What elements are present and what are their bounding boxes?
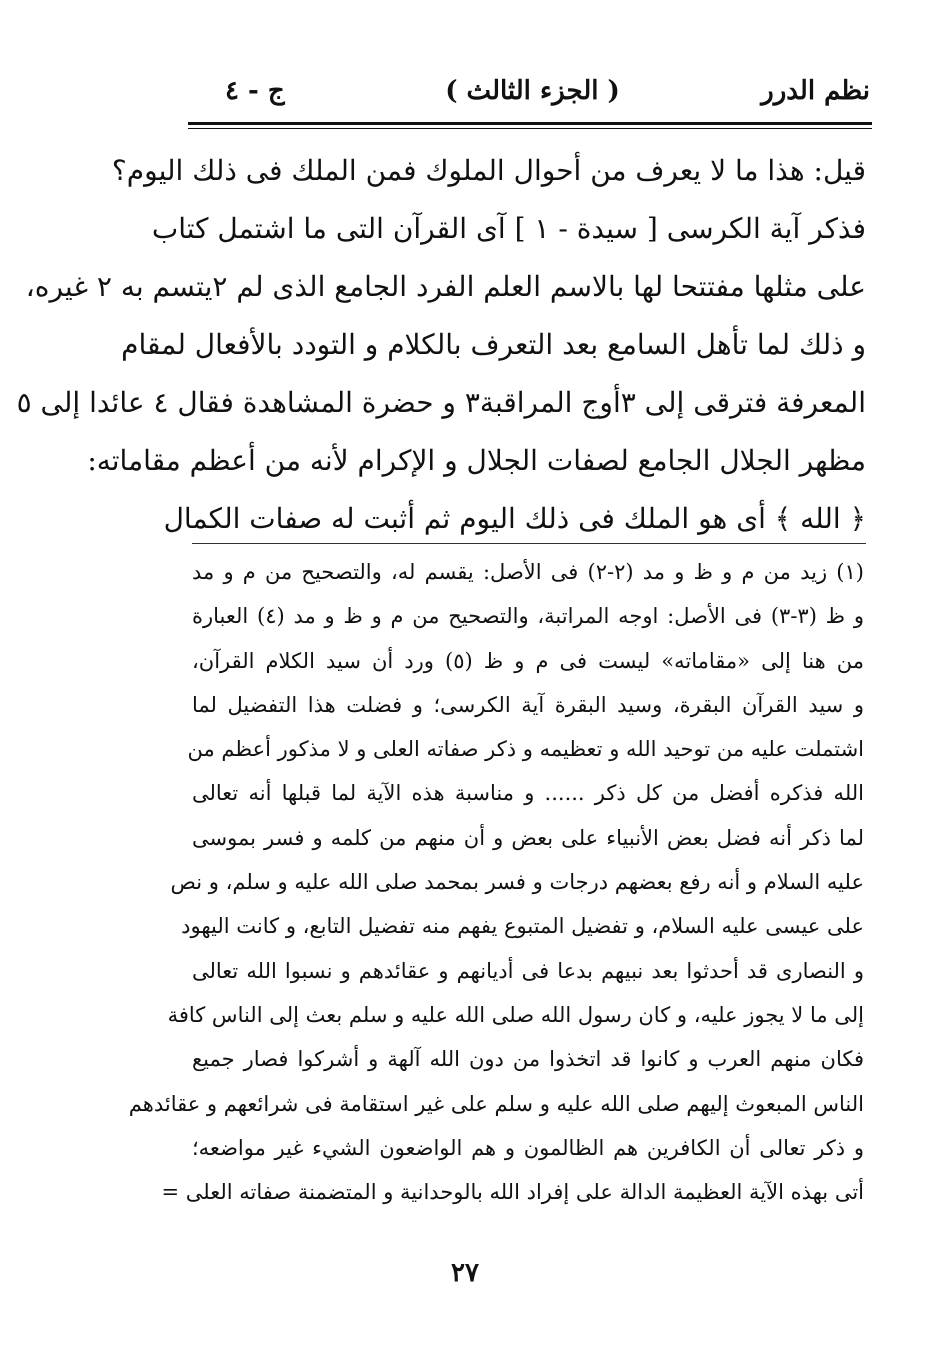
main-text-line: و ذلك لما تأهل السامع بعد التعرف بالكلام و التودد بالأفعال لمقام [121,328,866,361]
main-text-line: فذكر آية الكرسى [ سيدة - ١ ] آى القرآن التى ما اشتمل كتاب [151,212,866,245]
footnote-line: فكان منهم العرب و كانوا قد اتخذوا من دون الله آلهة و أشركوا فصار جميع [192,1047,864,1072]
footnote-line: اشتملت عليه من توحيد الله و تعظيمه و ذكر صفاته العلى و لا مذكور أعظم من [187,737,864,762]
part-label: ( الجزء الثالث ) [445,76,620,106]
main-text-line: قيل: هذا ما لا يعرف من أحوال الملوك فمن الملك فى ذلك اليوم؟ [111,154,866,187]
footnote-line: من هنا إلى «مقاماته» ليست فى م و ظ (٥) ورد أن سيد الكلام القرآن، [192,648,864,673]
header-rule-thin [188,128,872,129]
footnote-line: أتى بهذه الآية العظيمة الدالة على إفراد الله بالوحدانية و المتضمنة صفاته العلى = [161,1180,864,1205]
footnote-line: و سيد القرآن البقرة، وسيد البقرة آية الكرسى؛ و فضلت هذا التفضيل لما [192,692,864,717]
main-text [16,142,866,548]
footnote-line: عليه السلام و أنه رفع بعضهم درجات و فسر بمحمد صلى الله عليه و سلم، و نص [170,870,864,895]
footnote-line: و ظ (٣-٣) فى الأصل: اوجه المراتبة، والتصحيح من م و ظ و مد (٤) العبارة [192,604,864,629]
main-text-line: على مثلها مفتتحا لها بالاسم العلم الفرد الجامع الذى لم ٢يتسم به ٢ غيره، [25,270,866,303]
footnote-separator [192,543,866,544]
main-text-line: مظهر الجلال الجامع لصفات الجلال و الإكرام لأنه من أعظم مقاماته: [87,444,866,477]
footnote-line: الناس المبعوث إليهم صلى الله عليه و سلم على غير استقامة فى شرائعهم و عقائدهم [128,1091,864,1116]
main-text-line: المعرفة فترقى إلى ٣أوج المراقبة٣ و حضرة المشاهدة فقال ٤ عائدا إلى ٥ [16,386,866,419]
footnote-line: (١) زيد من م و ظ و مد (٢-٢) فى الأصل: يقسم له، والتصحيح من م و مد [192,560,864,584]
book-title: نظم الدرر [761,76,870,106]
footnote-line: على عيسى عليه السلام، و تفضيل المتبوع يفهم منه تفضيل التابع، و كانت اليهود [181,914,864,939]
footnote-line: و ذكر تعالى أن الكافرين هم الظالمون و هم الواضعون الشيء غير مواضعه؛ [192,1135,864,1160]
footnote-line: لما ذكر أنه فضل بعض الأنبياء على بعض و أن منهم من كلمه و فسر بموسى [192,825,864,850]
main-text-line: ﴿ الله ﴾ أى هو الملك فى ذلك اليوم ثم أثبت له صفات الكمال [163,502,866,535]
running-header [195,70,870,116]
volume-label: ج - ٤ [225,76,285,106]
footnotes [128,550,864,1214]
footnote-line: إلى ما لا يجوز عليه، و كان رسول الله صلى الله عليه و سلم بعث إلى الناس كافة [167,1002,864,1027]
footnote-line: و النصارى قد أحدثوا بعد نبيهم بدعا فى أديانهم و عقائدهم و نسبوا الله تعالى [192,958,864,983]
footnote-line: الله فذكره أفضل من كل ذكر ...... و مناسبة هذه الآية لما قبلها أنه تعالى [192,781,864,806]
header-rule-thick [188,122,872,125]
page-number: ٢٧ [451,1258,479,1288]
